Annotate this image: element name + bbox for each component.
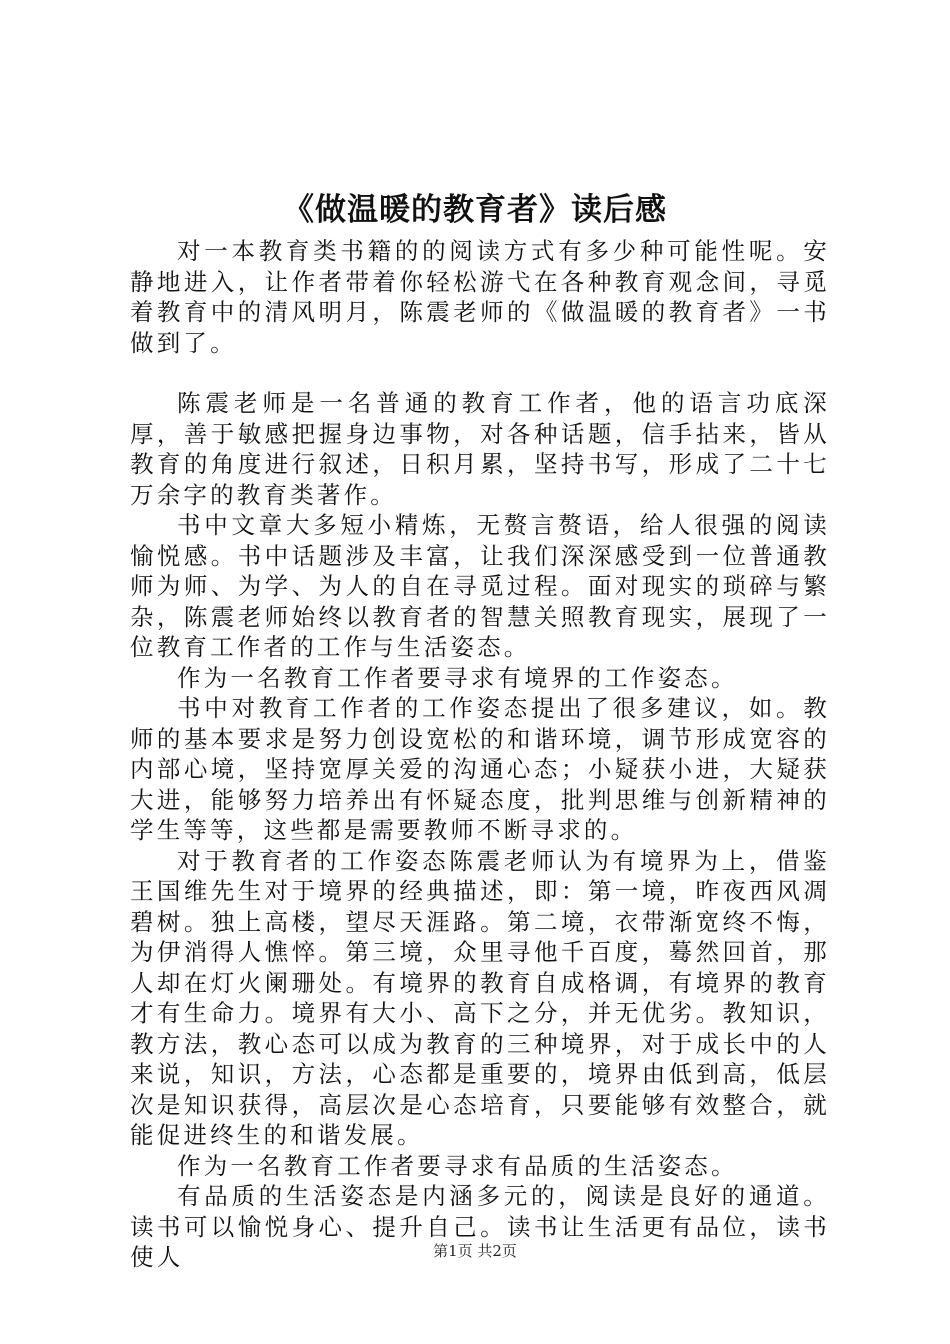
document-title: 《做温暖的教育者》读后感 [283, 192, 667, 228]
paragraph-life-heading: 作为一名教育工作者要寻求有品质的生活姿态。 [177, 1151, 738, 1180]
paragraph-work-advice: 书中对教育工作者的工作姿态提出了很多建议，如。教师的基本要求是努力创设宽松的和谐环境，调节形成宽容的内部心境，坚持宽厚关爱的沟通心态；小疑获小进，大疑获大进，能够努力培养出有怀疑态度，批判思维与创新精神的学生等等，这些都是需要教师不断寻求的。 [130, 694, 830, 844]
paragraph-realm: 对于教育者的工作姿态陈震老师认为有境界为上，借鉴王国维先生对于境界的经典描述，即：第一境，昨夜西风凋碧树。独上高楼，望尽天涯路。第二境，衣带渐宽终不悔，为伊消得人憔悴。第三境，众里寻他千百度，蓦然回首，那人却在灯火阑珊处。有境界的教育自成格调，有境界的教育才有生命力。境界有大小、高下之分，并无优劣。教知识，教方法，教心态可以成为教育的三种境界，对于成长中的人来说，知识，方法，心态都是重要的，境界由低到高，低层次是知识获得，高层次是心态培育，只要能够有效整合，就能促进终生的和谐发展。 [130, 846, 830, 1149]
paragraph-book-style: 书中文章大多短小精炼，无赘言赘语，给人很强的阅读愉悦感。书中话题涉及丰富，让我们深深感受到一位普通教师为师、为学、为人的自在寻觅过程。面对现实的琐碎与繁杂，陈震老师始终以教育者的智慧关照教育现实，展现了一位教育工作者的工作与生活姿态。 [130, 511, 830, 661]
paragraph-author: 陈震老师是一名普通的教育工作者，他的语言功底深厚，善于敏感把握身边事物，对各种话题，信手拈来，皆从教育的角度进行叙述，日积月累，坚持书写，形成了二十七万余字的教育类著作。 [130, 389, 830, 509]
page-number-footer: 第1页 共2页 [433, 1242, 517, 1260]
paragraph-life-reading: 有品质的生活姿态是内涵多元的，阅读是良好的通道。读书可以愉悦身心、提升自己。读书让生活更有品位，读书使人 [130, 1182, 830, 1271]
paragraph-intro: 对一本教育类书籍的的阅读方式有多少种可能性呢。安静地进入，让作者带着你轻松游弋在各种教育观念间，寻觅着教育中的清风明月，陈震老师的《做温暖的教育者》一书做到了。 [130, 237, 830, 357]
document-body [130, 236, 830, 1273]
paragraph-work-heading: 作为一名教育工作者要寻求有境界的工作姿态。 [177, 663, 738, 692]
